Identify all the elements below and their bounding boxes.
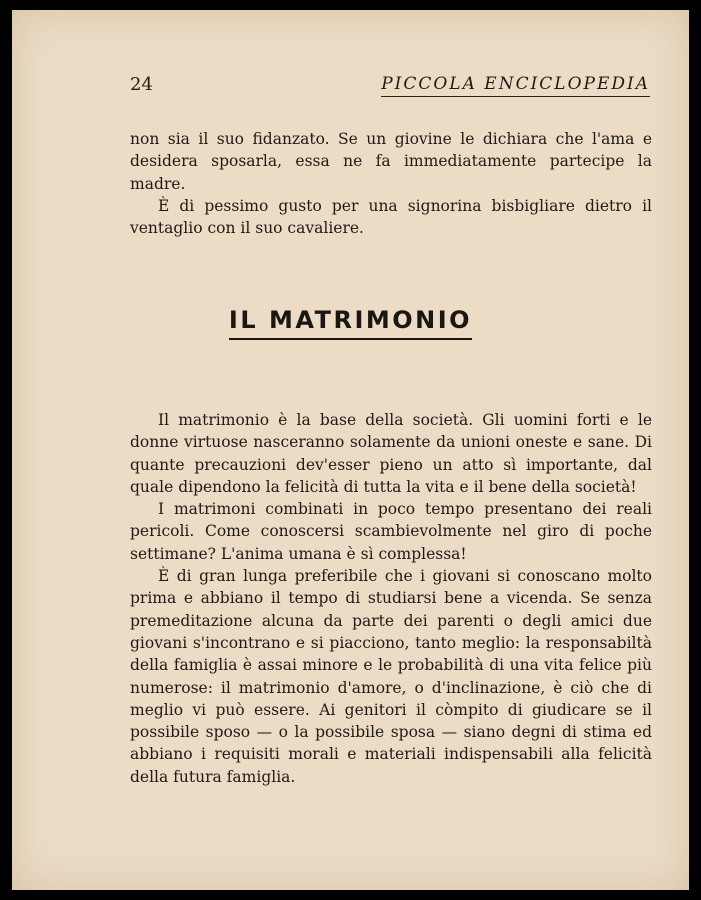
intro-paragraph: È di pessimo gusto per una signorina bisbigliare dietro il ventaglio con il suo cavaliere. — [130, 196, 652, 238]
body-paragraph: Il matrimonio è la base della società. Gli uomini forti e le donne virtuose nasceranno solamente da unioni oneste e sane. Di quante precauzioni dev'esser pieno un atto sì importante, dal quale dipendono la felicità di tutta la vita e il bene della società! — [130, 411, 652, 496]
chapter-body — [130, 409, 652, 788]
running-title: PICCOLA ENCICLOPEDIA — [381, 74, 650, 97]
chapter-title: IL MATRIMONIO — [229, 306, 472, 340]
body-paragraph: È di gran lunga preferibile che i giovani si conoscano molto prima e abbiano il tempo di studiarsi bene a vicenda. Se senza premeditazione alcuna da parte dei parenti o degli amici due giovani s'incontrano e si piacciono, tanto meglio: la responsabiltà della famiglia è assai minore e le probabilità di una vita felice più numerose: il matrimonio d'amore, o d'inclinazione, è ciò che di meglio vi può essere. Ai genitori il còmpito di giudicare se il possibile sposo — o la possibile sposa — siano degni di stima ed abbiano i requisiti morali e materiali indispensabili alla felicità della futura famiglia. — [130, 567, 652, 786]
book-page — [12, 10, 689, 890]
intro-text — [130, 128, 652, 239]
page-number: 24 — [130, 74, 153, 95]
body-paragraph: I matrimoni combinati in poco tempo presentano dei reali pericoli. Come conoscersi scambievolmente nel giro di poche settimane? L'anima umana è sì complessa! — [130, 500, 652, 563]
intro-paragraph: non sia il suo fidanzato. Se un giovine le dichiara che l'ama e desidera sposarla, essa ne fa immediatamente partecipe la madre. — [130, 130, 652, 193]
chapter-heading — [12, 306, 689, 340]
page-header — [130, 74, 650, 104]
